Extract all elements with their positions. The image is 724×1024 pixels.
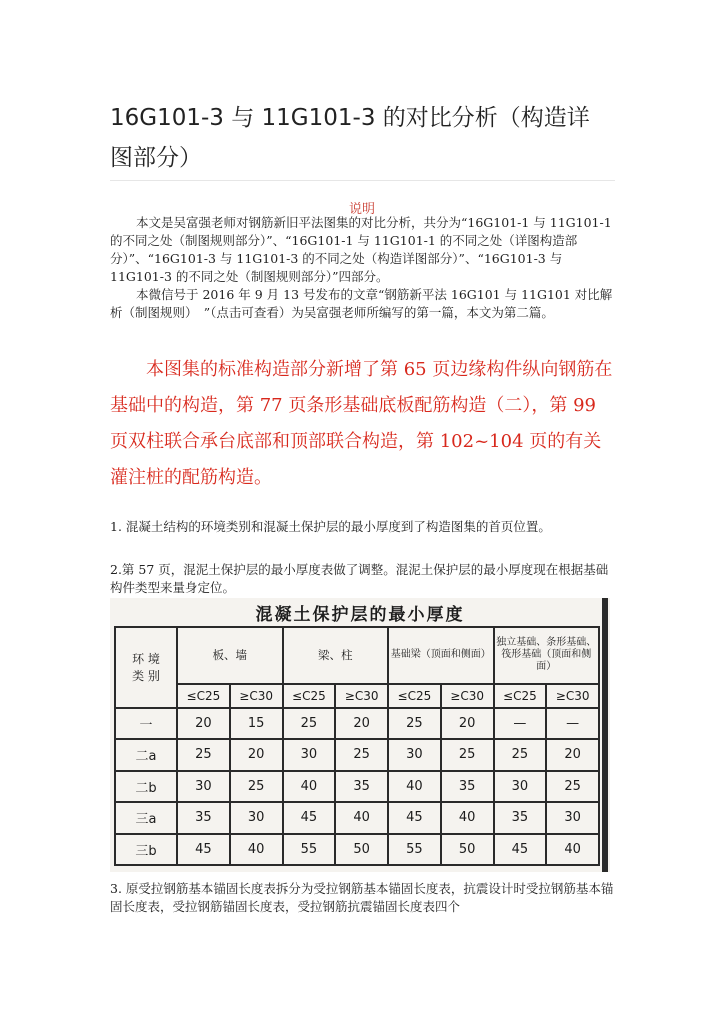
article-title: 16G101-3 与 11G101-3 的对比分析（构造详图部分） — [110, 105, 590, 171]
value-cell: 45 — [177, 834, 230, 865]
value-cell: 20 — [441, 708, 494, 739]
value-cell: 30 — [388, 739, 441, 770]
value-cell: 25 — [335, 739, 388, 770]
table-row — [115, 802, 599, 833]
sub-header: ≥C30 — [441, 684, 494, 708]
table-row — [115, 739, 599, 770]
value-cell: 15 — [230, 708, 283, 739]
table-title: 混凝土保护层的最小厚度 — [255, 605, 465, 625]
value-cell: 35 — [335, 771, 388, 802]
title-divider — [110, 180, 615, 181]
value-cell: 40 — [546, 834, 599, 865]
value-cell: 30 — [546, 802, 599, 833]
value-cell: — — [494, 708, 547, 739]
value-cell: 25 — [177, 739, 230, 770]
intro-section — [110, 214, 615, 322]
intro-paragraph: 本文是吴富强老师对钢筋新旧平法图集的对比分析，共分为“16G101-1 与 11G101-1 的不同之处（制图规则部分）”、“16G101-1 与 11G101-1 的不同之处（详图构造部分）”、“16G101-3 与 11G101-3 的不同之处（构造详图部分）”、“16G101-3 与 11G101-3 的不同之处（制图规则部分）”四部分。 — [110, 215, 612, 284]
value-cell: 30 — [283, 739, 336, 770]
value-cell: 40 — [388, 771, 441, 802]
group-header: 基础梁（顶面和侧面） — [388, 627, 494, 684]
table-row — [115, 771, 599, 802]
value-cell: 25 — [283, 708, 336, 739]
note-heading: 说明 — [348, 202, 375, 217]
value-cell: 45 — [494, 834, 547, 865]
value-cell: 30 — [177, 771, 230, 802]
list-item: 1. 混凝土结构的环境类别和混凝土保护层的最小厚度到了构造图集的首页位置。 — [110, 519, 551, 534]
value-cell: 35 — [494, 802, 547, 833]
env-header: 环 境 类 别 — [115, 627, 177, 708]
table-header-row — [115, 627, 599, 684]
value-cell: 25 — [441, 739, 494, 770]
value-cell: 25 — [494, 739, 547, 770]
value-cell: 40 — [230, 834, 283, 865]
value-cell: 35 — [441, 771, 494, 802]
value-cell: 55 — [283, 834, 336, 865]
group-header: 梁、柱 — [283, 627, 389, 684]
value-cell: 35 — [177, 802, 230, 833]
value-cell: — — [546, 708, 599, 739]
value-cell: 40 — [283, 771, 336, 802]
value-cell: 40 — [335, 802, 388, 833]
sub-header: ≤C25 — [283, 684, 336, 708]
env-cell: 三b — [115, 834, 177, 865]
sub-header: ≤C25 — [177, 684, 230, 708]
highlight-paragraph: 本图集的标准构造部分新增了第 65 页边缘构件纵向钢筋在基础中的构造，第 77 页条形基础底板配筋构造（二），第 99 页双柱联合承台底部和顶部联合构造，第 102~104 页的有关灌注桩的配筋构造。 — [110, 359, 613, 488]
scan-edge — [602, 598, 608, 872]
cover-thickness-table-image — [110, 598, 610, 872]
sub-header: ≤C25 — [388, 684, 441, 708]
value-cell: 20 — [335, 708, 388, 739]
value-cell: 50 — [441, 834, 494, 865]
list-item: 2.第 57 页，混泥土保护层的最小厚度表做了调整。混泥土保护层的最小厚度现在根据基础构件类型来量身定位。 — [110, 562, 609, 595]
sub-header: ≥C30 — [230, 684, 283, 708]
sub-header: ≥C30 — [335, 684, 388, 708]
value-cell: 50 — [335, 834, 388, 865]
value-cell: 25 — [388, 708, 441, 739]
list-item: 3. 原受拉钢筋基本锚固长度表拆分为受拉钢筋基本锚固长度表，抗震设计时受拉钢筋基本锚固长度表，受拉钢筋锚固长度表，受拉钢筋抗震锚固长度表四个 — [110, 881, 614, 914]
value-cell: 25 — [230, 771, 283, 802]
group-header: 独立基础、条形基础、筏形基础（顶面和侧面） — [494, 627, 600, 684]
env-cell: 一 — [115, 708, 177, 739]
env-cell: 二a — [115, 739, 177, 770]
table-row — [115, 708, 599, 739]
env-cell: 三a — [115, 802, 177, 833]
table-subheader-row — [115, 684, 599, 708]
group-header: 板、墙 — [177, 627, 283, 684]
value-cell: 45 — [388, 802, 441, 833]
value-cell: 20 — [177, 708, 230, 739]
sub-header: ≤C25 — [494, 684, 547, 708]
table-body — [115, 708, 599, 865]
value-cell: 40 — [441, 802, 494, 833]
value-cell: 45 — [283, 802, 336, 833]
value-cell: 30 — [230, 802, 283, 833]
cover-thickness-table — [114, 626, 600, 866]
intro-paragraph: 本微信号于 2016 年 9 月 13 号发布的文章“钢筋新平法 16G101 与 11G101 对比解析（制图规则） ”（点击可查看）为吴富强老师所编写的第一篇，本文为第二篇。 — [110, 287, 613, 320]
sub-header: ≥C30 — [546, 684, 599, 708]
value-cell: 25 — [546, 771, 599, 802]
value-cell: 20 — [546, 739, 599, 770]
value-cell: 30 — [494, 771, 547, 802]
table-row — [115, 834, 599, 865]
env-cell: 二b — [115, 771, 177, 802]
value-cell: 55 — [388, 834, 441, 865]
value-cell: 20 — [230, 739, 283, 770]
